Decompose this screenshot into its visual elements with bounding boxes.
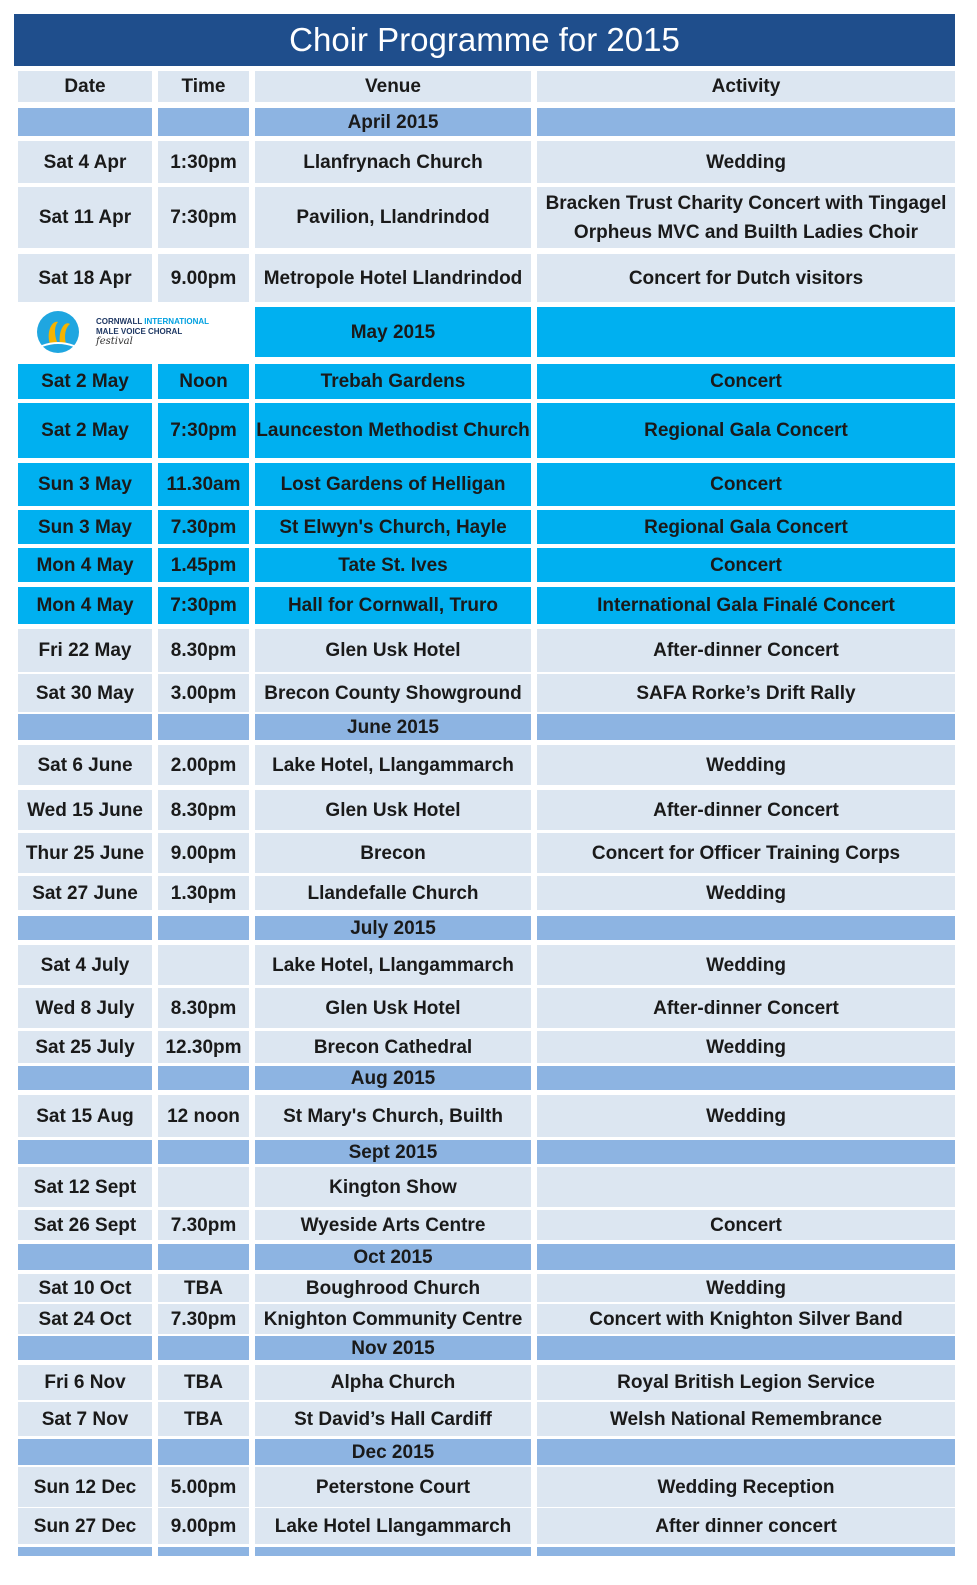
activity-cell: Wedding — [537, 945, 955, 985]
activity-cell: After-dinner Concert — [537, 629, 955, 672]
activity-cell: Wedding — [537, 141, 955, 183]
date-cell: Wed 15 June — [18, 790, 152, 830]
venue-cell: June 2015 — [255, 714, 531, 740]
table-row — [14, 745, 958, 785]
date-cell — [18, 1066, 152, 1090]
time-cell: 7.30pm — [158, 510, 249, 544]
venue-cell — [255, 1547, 531, 1556]
logo-line-1 — [96, 317, 209, 327]
date-cell — [18, 714, 152, 740]
venue-cell: Trebah Gardens — [255, 364, 531, 399]
venue-cell: May 2015 — [255, 307, 531, 357]
table-row — [14, 1210, 958, 1240]
date-cell: Sat 18 Apr — [18, 254, 152, 302]
activity-cell: Concert — [537, 1210, 955, 1240]
venue-cell: Lake Hotel Llangammarch — [255, 1508, 531, 1544]
table-row — [14, 833, 958, 873]
date-cell: Sat 25 July — [18, 1031, 152, 1063]
table-row — [14, 1467, 958, 1507]
venue-cell: St Elwyn's Church, Hayle — [255, 510, 531, 544]
venue-cell: Pavilion, Llandrindod — [255, 187, 531, 248]
time-cell: 7:30pm — [158, 403, 249, 458]
venue-cell: Brecon Cathedral — [255, 1031, 531, 1063]
date-cell: Fri 6 Nov — [18, 1365, 152, 1400]
table-row — [14, 629, 958, 672]
date-cell: Sun 3 May — [18, 510, 152, 544]
table-row — [14, 254, 958, 302]
time-cell: Noon — [158, 364, 249, 399]
table-row — [14, 1365, 958, 1400]
date-cell: Sat 26 Sept — [18, 1210, 152, 1240]
table-row — [14, 876, 958, 910]
venue-cell: Oct 2015 — [255, 1244, 531, 1270]
time-cell — [158, 916, 249, 940]
activity-cell: Wedding — [537, 745, 955, 785]
table-row — [14, 463, 958, 506]
logo-wordmark — [96, 317, 209, 347]
activity-cell: After dinner concert — [537, 1508, 955, 1544]
date-cell: Sat 15 Aug — [18, 1095, 152, 1137]
table-row — [14, 988, 958, 1028]
activity-cell: Concert — [537, 364, 955, 399]
venue-cell: Nov 2015 — [255, 1336, 531, 1360]
table-row — [14, 1274, 958, 1302]
date-cell: Sat 11 Apr — [18, 187, 152, 248]
time-cell: 3.00pm — [158, 674, 249, 712]
page-title: Choir Programme for 2015 — [14, 14, 955, 66]
venue-cell: Brecon County Showground — [255, 674, 531, 712]
date-cell: Sat 27 June — [18, 876, 152, 910]
time-cell: 7:30pm — [158, 187, 249, 248]
date-cell — [18, 1547, 152, 1556]
logo-line-2: MALE VOICE CHORAL — [96, 327, 183, 336]
time-cell: 9.00pm — [158, 1508, 249, 1544]
date-cell: Sun 3 May — [18, 463, 152, 506]
activity-cell: After-dinner Concert — [537, 790, 955, 830]
table-row — [14, 1508, 958, 1544]
activity-cell: Royal British Legion Service — [537, 1365, 955, 1400]
time-cell: 1.30pm — [158, 876, 249, 910]
activity-cell: International Gala Finalé Concert — [537, 587, 955, 624]
time-cell: 7.30pm — [158, 1210, 249, 1240]
time-cell: 7:30pm — [158, 587, 249, 624]
table-row — [14, 141, 958, 183]
activity-cell: Wedding — [537, 1031, 955, 1063]
time-cell: 12 noon — [158, 1095, 249, 1137]
venue-cell: St Mary's Church, Builth — [255, 1095, 531, 1137]
time-cell: 5.00pm — [158, 1467, 249, 1507]
venue-cell: Launceston Methodist Church — [255, 403, 531, 458]
date-cell: Sat 4 July — [18, 945, 152, 985]
time-cell — [158, 1336, 249, 1360]
date-cell: Sun 27 Dec — [18, 1508, 152, 1544]
activity-cell — [537, 1244, 955, 1270]
date-cell: Sat 30 May — [18, 674, 152, 712]
time-cell: 1:30pm — [158, 141, 249, 183]
time-cell — [158, 1167, 249, 1207]
time-cell: 8.30pm — [158, 790, 249, 830]
time-cell: TBA — [158, 1365, 249, 1400]
table-row — [14, 510, 958, 544]
time-cell — [158, 1066, 249, 1090]
date-cell: Sat 2 May — [18, 403, 152, 458]
time-cell — [158, 108, 249, 136]
time-cell — [158, 945, 249, 985]
date-cell — [18, 1244, 152, 1270]
activity-cell: After-dinner Concert — [537, 988, 955, 1028]
cornwall-festival-logo-icon — [28, 310, 88, 354]
activity-cell — [537, 1140, 955, 1164]
month-header-row — [14, 307, 958, 357]
month-header-row — [14, 108, 958, 136]
venue-cell: Glen Usk Hotel — [255, 629, 531, 672]
time-cell: 7.30pm — [158, 1304, 249, 1334]
activity-cell: SAFA Rorke’s Drift Rally — [537, 674, 955, 712]
activity-cell: Regional Gala Concert — [537, 403, 955, 458]
table-header-row — [14, 71, 958, 102]
month-header-row — [14, 1547, 958, 1556]
venue-cell: Dec 2015 — [255, 1439, 531, 1465]
time-cell: 9.00pm — [158, 254, 249, 302]
activity-cell — [537, 1547, 955, 1556]
month-header-row — [14, 1336, 958, 1360]
table-row — [14, 548, 958, 582]
activity-cell: Regional Gala Concert — [537, 510, 955, 544]
logo-line-1b: INTERNATIONAL — [144, 317, 210, 326]
month-header-row — [14, 1439, 958, 1465]
table-row — [14, 1167, 958, 1207]
venue-cell: Peterstone Court — [255, 1467, 531, 1507]
activity-cell: Wedding — [537, 1095, 955, 1137]
activity-cell: Bracken Trust Charity Concert with Tingagel Orpheus MVC and Builth Ladies Choir — [537, 187, 955, 248]
time-cell — [158, 1439, 249, 1465]
time-cell: 9.00pm — [158, 833, 249, 873]
activity-cell — [537, 916, 955, 940]
activity-cell — [537, 1439, 955, 1465]
activity-cell: Concert for Dutch visitors — [537, 254, 955, 302]
time-cell: 8.30pm — [158, 629, 249, 672]
date-cell — [18, 1140, 152, 1164]
venue-cell: Aug 2015 — [255, 1066, 531, 1090]
month-header-row — [14, 714, 958, 740]
activity-cell — [537, 108, 955, 136]
date-cell: Sat 10 Oct — [18, 1274, 152, 1302]
activity-cell: Wedding — [537, 876, 955, 910]
date-cell: Sat 2 May — [18, 364, 152, 399]
activity-cell: Concert for Officer Training Corps — [537, 833, 955, 873]
activity-cell — [537, 714, 955, 740]
table-row — [14, 403, 958, 458]
activity-cell — [537, 1336, 955, 1360]
table-row — [14, 790, 958, 830]
time-cell — [158, 1140, 249, 1164]
activity-cell: Concert — [537, 548, 955, 582]
activity-cell — [537, 307, 955, 357]
table-row — [14, 587, 958, 624]
venue-cell: Sept 2015 — [255, 1140, 531, 1164]
time-cell: 8.30pm — [158, 988, 249, 1028]
time-cell: 1.45pm — [158, 548, 249, 582]
time-cell: TBA — [158, 1402, 249, 1436]
table-row — [14, 1031, 958, 1063]
date-cell: Mon 4 May — [18, 587, 152, 624]
time-cell: 12.30pm — [158, 1031, 249, 1063]
time-cell — [158, 714, 249, 740]
venue-cell: Alpha Church — [255, 1365, 531, 1400]
venue-cell: Hall for Cornwall, Truro — [255, 587, 531, 624]
venue-cell: Lost Gardens of Helligan — [255, 463, 531, 506]
cornwall-festival-logo — [18, 307, 249, 357]
date-cell: Sat 12 Sept — [18, 1167, 152, 1207]
logo-line-3: festival — [96, 336, 133, 347]
date-cell: Sat 4 Apr — [18, 141, 152, 183]
venue-cell: Kington Show — [255, 1167, 531, 1207]
date-cell: Fri 22 May — [18, 629, 152, 672]
date-cell — [18, 108, 152, 136]
date-cell: Sat 6 June — [18, 745, 152, 785]
activity-cell: Concert — [537, 463, 955, 506]
time-cell — [158, 1244, 249, 1270]
logo-line-1a: CORNWALL — [96, 317, 145, 326]
venue-cell: Knighton Community Centre — [255, 1304, 531, 1334]
time-cell — [158, 1547, 249, 1556]
date-cell: Sun 12 Dec — [18, 1467, 152, 1507]
time-cell: Time — [158, 71, 249, 102]
month-header-row — [14, 1244, 958, 1270]
table-row — [14, 364, 958, 399]
table-row — [14, 1095, 958, 1137]
date-cell: Sat 24 Oct — [18, 1304, 152, 1334]
venue-cell: Llanfrynach Church — [255, 141, 531, 183]
activity-cell — [537, 1066, 955, 1090]
time-cell: 11.30am — [158, 463, 249, 506]
date-cell — [18, 916, 152, 940]
time-cell: TBA — [158, 1274, 249, 1302]
table-row — [14, 187, 958, 248]
venue-cell: Metropole Hotel Llandrindod — [255, 254, 531, 302]
table-row — [14, 1304, 958, 1334]
venue-cell: Tate St. Ives — [255, 548, 531, 582]
date-cell: Mon 4 May — [18, 548, 152, 582]
venue-cell: Brecon — [255, 833, 531, 873]
activity-cell: Welsh National Remembrance — [537, 1402, 955, 1436]
venue-cell: July 2015 — [255, 916, 531, 940]
activity-cell: Concert with Knighton Silver Band — [537, 1304, 955, 1334]
activity-cell: Wedding — [537, 1274, 955, 1302]
venue-cell: Llandefalle Church — [255, 876, 531, 910]
table-row — [14, 1402, 958, 1436]
date-cell: Wed 8 July — [18, 988, 152, 1028]
venue-cell: Venue — [255, 71, 531, 102]
venue-cell: Wyeside Arts Centre — [255, 1210, 531, 1240]
month-header-row — [14, 1066, 958, 1090]
venue-cell: Glen Usk Hotel — [255, 790, 531, 830]
venue-cell: April 2015 — [255, 108, 531, 136]
activity-cell: Activity — [537, 71, 955, 102]
venue-cell: Boughrood Church — [255, 1274, 531, 1302]
date-cell: Date — [18, 71, 152, 102]
venue-cell: Glen Usk Hotel — [255, 988, 531, 1028]
date-cell: Thur 25 June — [18, 833, 152, 873]
date-cell — [18, 1439, 152, 1465]
month-header-row — [14, 1140, 958, 1164]
activity-cell — [537, 1167, 955, 1207]
date-cell — [18, 1336, 152, 1360]
date-cell: Sat 7 Nov — [18, 1402, 152, 1436]
venue-cell: Lake Hotel, Llangammarch — [255, 745, 531, 785]
table-row — [14, 945, 958, 985]
table-row — [14, 674, 958, 712]
month-header-row — [14, 916, 958, 940]
venue-cell: St David’s Hall Cardiff — [255, 1402, 531, 1436]
venue-cell: Lake Hotel, Llangammarch — [255, 945, 531, 985]
activity-cell: Wedding Reception — [537, 1467, 955, 1507]
time-cell: 2.00pm — [158, 745, 249, 785]
